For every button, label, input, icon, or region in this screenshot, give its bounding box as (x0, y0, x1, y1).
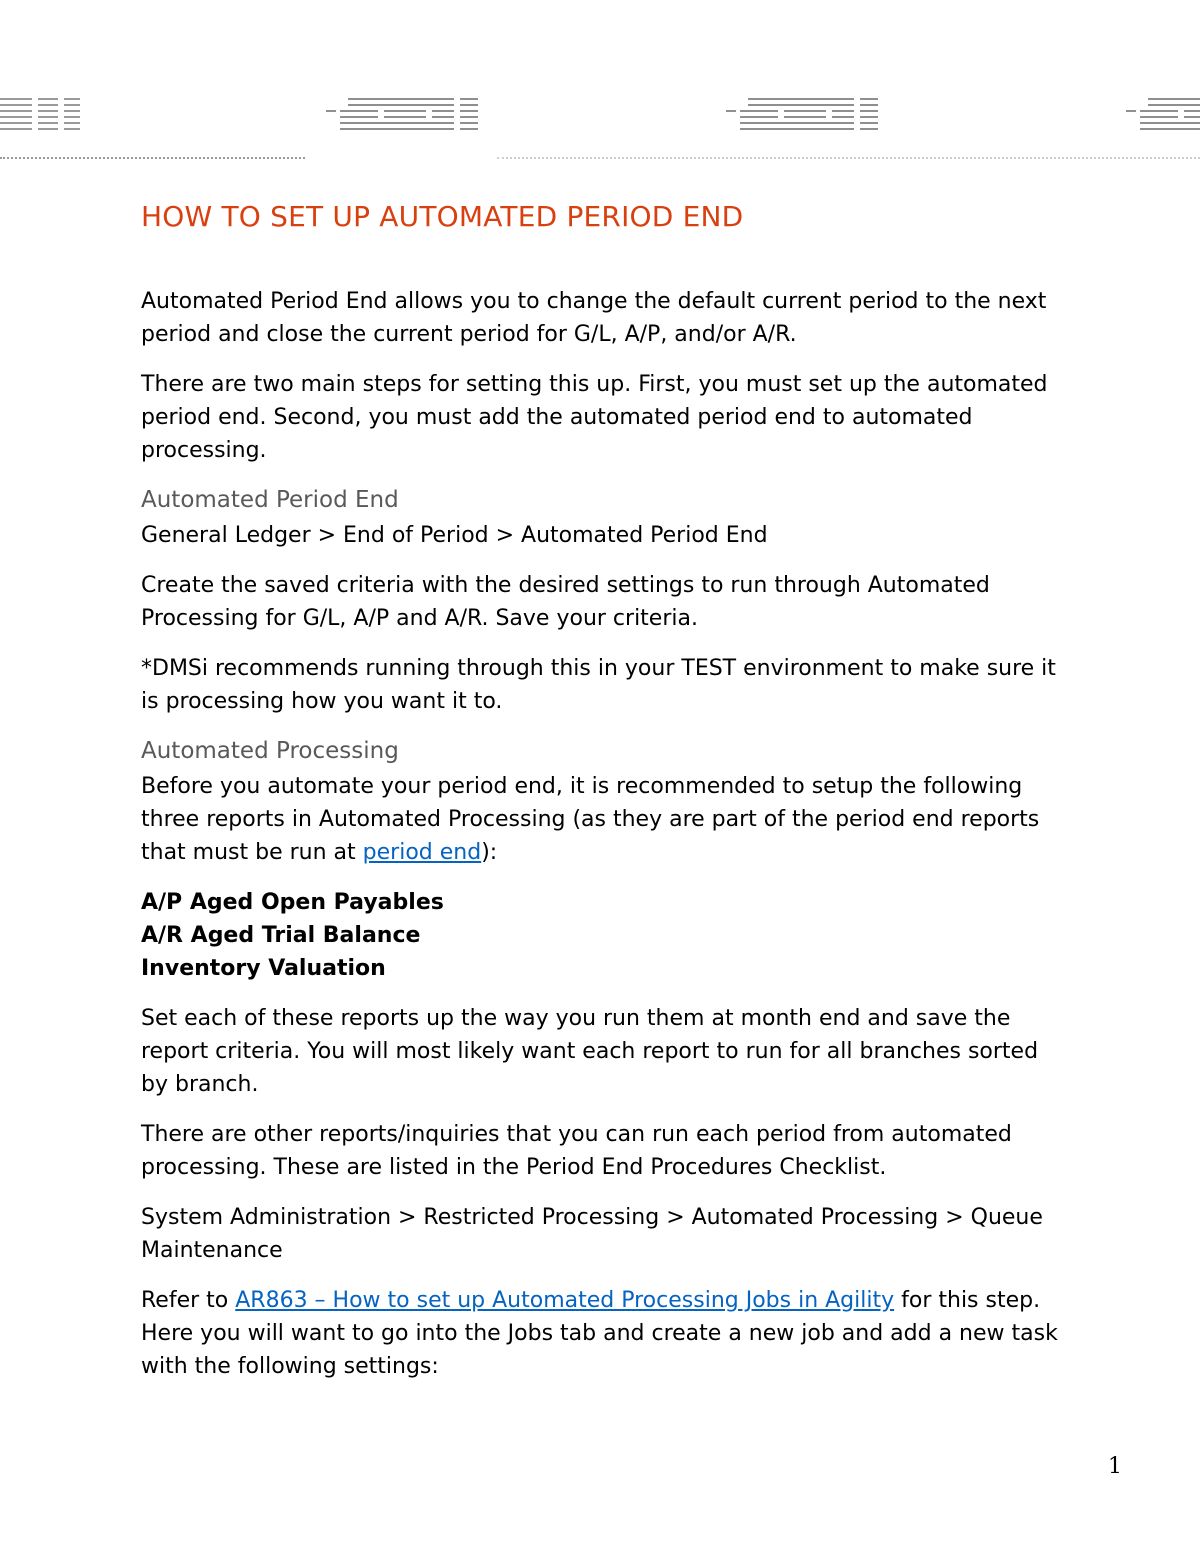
dmsi-logo (0, 96, 80, 130)
required-reports-list (141, 886, 1071, 985)
reports-intro-text: Before you automate your period end, it is recommended to setup the following three reports in Automated Processing (as they are part of the period end reports that must be run at (141, 774, 1040, 865)
refer-prefix: Refer to (141, 1288, 236, 1313)
dmsi-logo (1126, 96, 1200, 130)
period-end-link[interactable]: period end (362, 840, 482, 865)
section-heading-automated-period-end: Automated Period End (141, 487, 399, 513)
other-reports-paragraph: There are other reports/inquiries that you can run each period from automated processing. These are listed in the Period End Procedures Checklist. (141, 1122, 1012, 1180)
menu-path-queue-maintenance: System Administration > Restricted Processing > Automated Processing > Queue Maintenance (141, 1205, 1043, 1263)
refer-paragraph (141, 1284, 1071, 1383)
test-environment-note: *DMSi recommends running through this in your TEST environment to make sure it is processing how you want it to. (141, 656, 1056, 714)
report-setup-paragraph: Set each of these reports up the way you run them at month end and save the report criteria. You will most likely want each report to run for all branches sorted by branch. (141, 1006, 1039, 1097)
dmsi-logo (326, 96, 478, 130)
list-item: A/R Aged Trial Balance (141, 923, 421, 948)
reports-intro-paragraph (141, 770, 1071, 869)
steps-overview-paragraph: There are two main steps for setting this up. First, you must set up the automated period end. Second, you must add the automated period end to automated processing. (141, 372, 1048, 463)
reports-intro-suffix: ): (481, 840, 498, 865)
criteria-paragraph: Create the saved criteria with the desired settings to run through Automated Processing for G/L, A/P and A/R. Save your criteria. (141, 573, 990, 631)
menu-path-automated-period-end: General Ledger > End of Period > Automated Period End (141, 523, 768, 548)
header-divider (0, 157, 305, 159)
page-title: HOW TO SET UP AUTOMATED PERIOD END (141, 200, 744, 233)
list-item: A/P Aged Open Payables (141, 890, 444, 915)
list-item: Inventory Valuation (141, 956, 386, 981)
dmsi-logo (726, 96, 878, 130)
section-heading-automated-processing: Automated Processing (141, 738, 399, 764)
header-divider (497, 157, 1200, 159)
document-body (141, 196, 1071, 1400)
page-number: 1 (1108, 1454, 1122, 1479)
refer-suffix: for this step. Here you will want to go into the Jobs tab and create a new job and add a new task with the following settings: (141, 1288, 1058, 1379)
intro-paragraph: Automated Period End allows you to change the default current period to the next period and close the current period for G/L, A/P, and/or A/R. (141, 289, 1047, 347)
page-header (0, 88, 1200, 168)
ar863-link[interactable]: AR863 – How to set up Automated Processing Jobs in Agility (235, 1288, 895, 1313)
